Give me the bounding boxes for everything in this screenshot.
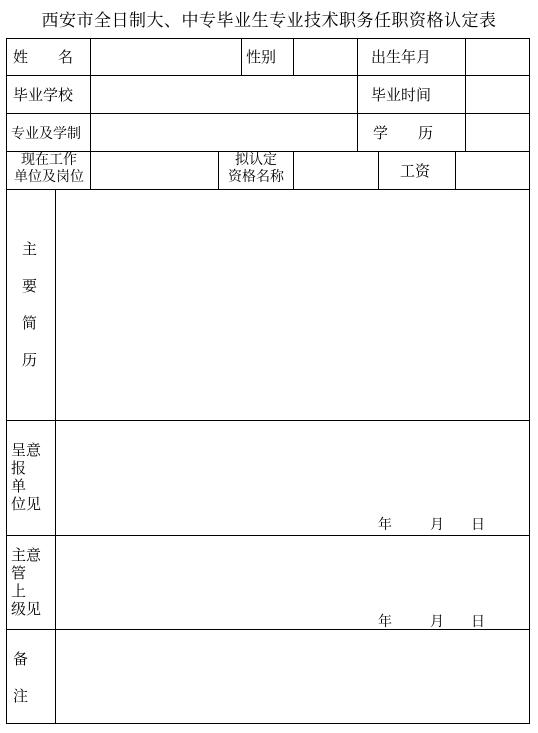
unit-opinion-month: 月 — [430, 517, 444, 533]
unit-opinion-field[interactable] — [56, 421, 529, 535]
supervisor-opinion-field[interactable] — [56, 536, 529, 629]
proposed-qualification-label: 拟认定 资格名称 — [228, 152, 284, 185]
graduation-time-field[interactable] — [466, 76, 529, 113]
school-field[interactable] — [91, 76, 357, 113]
col-divider — [378, 151, 379, 189]
work-unit-field[interactable] — [91, 152, 218, 189]
col-divider — [241, 38, 242, 75]
salary-field[interactable] — [456, 152, 529, 189]
birth-date-label: 出生年月 — [371, 48, 432, 66]
name-label: 姓 名 — [13, 48, 74, 66]
education-label: 学 历 — [373, 124, 434, 142]
salary-label: 工资 — [400, 162, 431, 180]
col-divider — [357, 38, 358, 151]
graduation-time-label: 毕业时间 — [371, 86, 432, 104]
unit-opinion-label: 呈意 报 单 位见 — [11, 441, 42, 513]
school-label: 毕业学校 — [13, 86, 74, 104]
major-label: 专业及学制 — [11, 126, 81, 142]
resume-field[interactable] — [56, 190, 529, 420]
birth-date-field[interactable] — [466, 39, 529, 75]
supervisor-opinion-month: 月 — [430, 614, 444, 630]
major-field[interactable] — [91, 114, 357, 151]
gender-field[interactable] — [294, 39, 357, 75]
supervisor-opinion-day: 日 — [471, 614, 485, 630]
education-field[interactable] — [466, 114, 529, 151]
resume-label: 主 要 简 历 — [22, 240, 38, 369]
unit-opinion-year: 年 — [378, 517, 392, 533]
work-unit-label: 现在工作 单位及岗位 — [14, 152, 84, 185]
unit-opinion-day: 日 — [471, 517, 485, 533]
gender-label: 性别 — [246, 48, 277, 66]
form-title: 西安市全日制大、中专毕业生专业技术职务任职资格认定表 — [41, 11, 497, 31]
supervisor-opinion-label: 主意 管 上 级见 — [11, 546, 42, 618]
supervisor-opinion-year: 年 — [378, 614, 392, 630]
remarks-label: 备 注 — [13, 650, 29, 705]
name-field[interactable] — [91, 39, 241, 75]
proposed-qualification-field[interactable] — [294, 152, 378, 189]
remarks-field[interactable] — [56, 630, 529, 723]
